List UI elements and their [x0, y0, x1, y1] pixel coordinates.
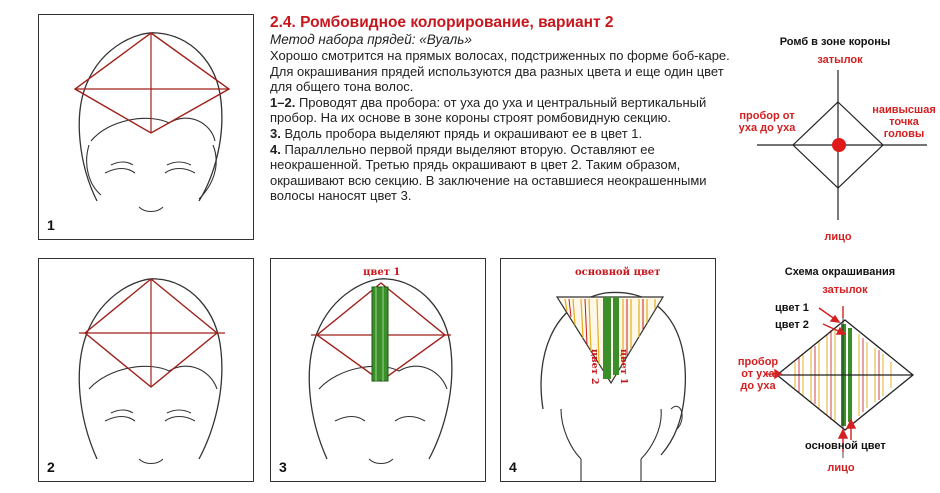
description-text	[270, 14, 732, 204]
figure-number: 3	[279, 459, 287, 475]
intro-paragraph: Хорошо смотрится на прямых волосах, подстриженных по форме боб-каре. Для окрашивания прядей используются два разных цвета и еще один цвет для общего тона волос.	[270, 48, 730, 95]
head-back-illustration	[501, 259, 717, 483]
label-color-1: цвет 1	[363, 267, 401, 278]
figure-1	[38, 14, 254, 240]
label-color-1: цвет 1	[775, 302, 809, 314]
label-part-ear-to-ear: пробор от уха до уха	[738, 110, 796, 134]
step-3: 3. Вдоль пробора выделяют прядь и окрашивают ее в цвет 1.	[270, 125, 643, 141]
figure-3	[270, 258, 486, 482]
crown-rhombus-diagram	[735, 30, 940, 245]
label-base-color: основной цвет	[805, 440, 886, 452]
label-face: лицо	[827, 462, 855, 474]
highest-point-marker	[832, 138, 846, 152]
diagram-title: Схема окрашивания	[784, 266, 896, 278]
coloring-scheme-diagram	[735, 262, 940, 488]
label-color-2: цвет 2	[589, 349, 600, 385]
label-color-2: цвет 2	[775, 319, 809, 331]
strand-color-1	[603, 297, 611, 379]
head-front-illustration	[271, 259, 487, 483]
step-4: 4. Параллельно первой пряди выделяют вторую. Оставляют ее неокрашенной. Третью прядь окрашивают в цвет 2. Таким образом, окрашивают всю секцию. В заключение на оставшиеся неокрашенными волосы наносят цвет 3.	[270, 141, 707, 204]
section-title: 2.4. Ромбовидное колорирование, вариант 2	[270, 14, 614, 31]
figure-number: 2	[47, 459, 55, 475]
label-part-ear-to-ear: пробор от уха до уха	[737, 356, 779, 392]
label-color-1: цвет 1	[618, 349, 629, 385]
figure-number: 4	[509, 459, 517, 475]
figure-number: 1	[47, 217, 55, 233]
method-subtitle: Метод набора прядей: «Вуаль»	[270, 32, 472, 47]
label-face: лицо	[824, 231, 852, 243]
step-1-2: 1–2. Проводят два пробора: от уха до уха и центральный вертикальный пробор. На их основе в зоне короны строят ромбовидную секцию.	[270, 94, 707, 126]
strand-color-1	[372, 287, 388, 381]
label-back: затылок	[817, 54, 863, 66]
head-front-illustration	[39, 15, 255, 241]
label-back: затылок	[822, 284, 868, 296]
label-highest-point: наивысшая точка головы	[872, 104, 936, 140]
striped-rhombus-section	[557, 297, 663, 383]
label-base-color: основной цвет	[575, 267, 661, 278]
diagram-title: Ромб в зоне короны	[779, 36, 891, 48]
figure-4	[500, 258, 716, 482]
head-front-illustration	[39, 259, 255, 483]
figure-2	[38, 258, 254, 482]
